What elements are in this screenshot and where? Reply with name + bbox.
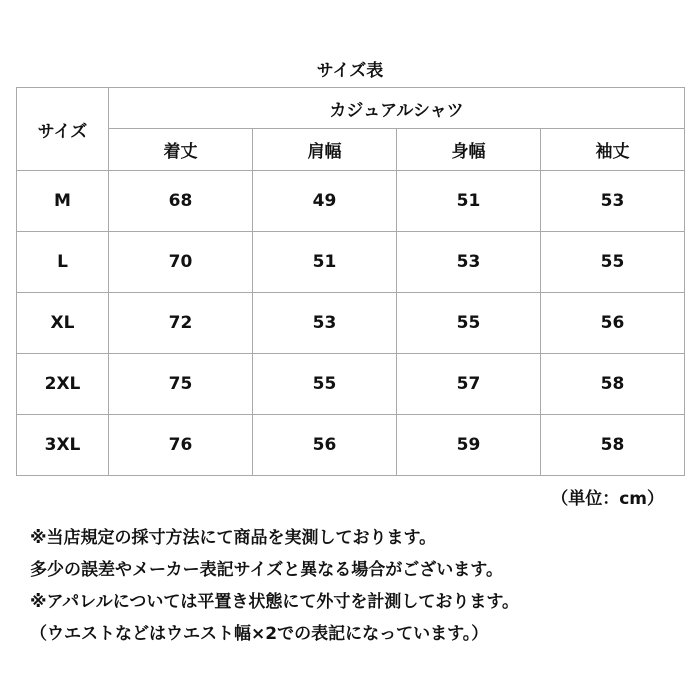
table-row: [17, 293, 685, 354]
table-row: [17, 232, 685, 293]
column-header-length: 着丈: [109, 129, 253, 171]
note-line: ※当店規定の採寸方法にて商品を実測しております。: [30, 528, 437, 548]
value-cell: 59: [397, 415, 541, 476]
header-row-group: [17, 88, 685, 129]
table-row: [17, 354, 685, 415]
value-cell: 57: [397, 354, 541, 415]
column-header-chest: 身幅: [397, 129, 541, 171]
value-cell: 58: [541, 354, 685, 415]
value-cell: 72: [109, 293, 253, 354]
notes-block: [30, 522, 690, 650]
unit-label: （単位：cm）: [551, 489, 664, 509]
value-cell: 55: [397, 293, 541, 354]
header-row-columns: [17, 129, 685, 171]
value-cell: 55: [541, 232, 685, 293]
value-cell: 53: [541, 171, 685, 232]
size-cell: L: [17, 232, 109, 293]
value-cell: 56: [253, 415, 397, 476]
value-cell: 53: [253, 293, 397, 354]
value-cell: 55: [253, 354, 397, 415]
value-cell: 49: [253, 171, 397, 232]
value-cell: 58: [541, 415, 685, 476]
size-cell: 2XL: [17, 354, 109, 415]
size-table: [16, 87, 685, 476]
value-cell: 76: [109, 415, 253, 476]
note-line: 多少の誤差やメーカー表記サイズと異なる場合がございます。: [30, 560, 503, 580]
note-line: ※アパレルについては平置き状態にて外寸を計測しております。: [30, 592, 520, 612]
value-cell: 51: [397, 171, 541, 232]
column-header-sleeve: 袖丈: [541, 129, 685, 171]
table-row: [17, 415, 685, 476]
size-cell: 3XL: [17, 415, 109, 476]
value-cell: 51: [253, 232, 397, 293]
value-cell: 70: [109, 232, 253, 293]
size-column-header: サイズ: [17, 88, 109, 171]
column-header-shoulder: 肩幅: [253, 129, 397, 171]
group-header: カジュアルシャツ: [109, 88, 685, 129]
table-row: [17, 171, 685, 232]
value-cell: 68: [109, 171, 253, 232]
size-cell: M: [17, 171, 109, 232]
size-cell: XL: [17, 293, 109, 354]
note-line: （ウエストなどはウエスト幅×2での表記になっています。）: [30, 624, 489, 644]
value-cell: 75: [109, 354, 253, 415]
value-cell: 53: [397, 232, 541, 293]
page-title: サイズ表: [316, 61, 384, 81]
value-cell: 56: [541, 293, 685, 354]
